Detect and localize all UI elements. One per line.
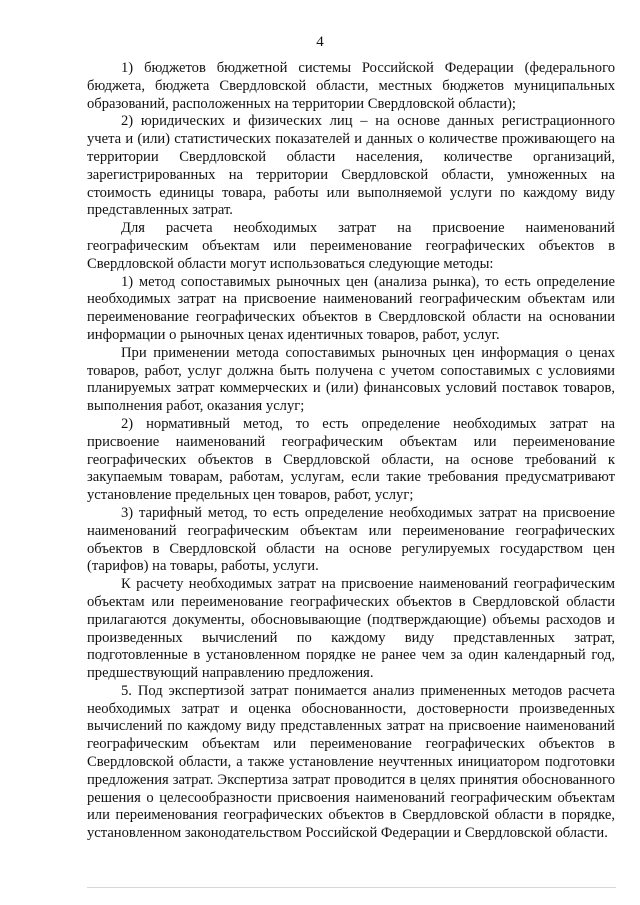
paragraph-cost-expertise: 5. Под экспертизой затрат понимается анализ примененных методов расчета необходимых затрат и оценка обоснованности, достоверности произведенных вычислений по каждому виду представленных затрат на присвоение наименований географическим объектам или переименование географических объектов в Свердловской области, а также установление неучтенных инициатором подготовки предложения затрат. Экспертиза затрат проводится в целях принятия обоснованного решения о целесообразности присвоения наименований географическим объектам или переименования географических объектов в Свердловской области в порядке, установленном законодательством Российской Федерации и Свердловской области. [87, 682, 615, 842]
paragraph-calculation-methods-intro: Для расчета необходимых затрат на присвоение наименований географическим объектам или переименование географических объектов в Свердловской области могут использоваться следующие методы: [87, 220, 615, 272]
page-number: 4 [316, 34, 324, 50]
paragraph-supporting-documents: К расчету необходимых затрат на присвоение наименований географическим объектам или переименование географических объектов в Свердловской области прилагаются документы, обосновывающие (подтверждающие) объемы расходов и произведенных вычислений по каждому виду представленных затрат, подготовленные в установленном порядке не ранее чем за один календарный год, предшествующий направлению предложения. [87, 576, 615, 682]
paragraph-legal-entities: 2) юридических и физических лиц – на основе данных регистрационного учета и (или) статистических показателей и данных о количестве проживающего на территории Свердловской области населения, количестве организаций, зарегистрированных на территории Свердловской области, умноженных на стоимость единицы товара, работы или выполняемой услуги по каждому виду представленных затрат. [87, 113, 615, 219]
bottom-divider [87, 887, 616, 888]
paragraph-market-price-method: 1) метод сопоставимых рыночных цен (анализа рынка), то есть определение необходимых затрат на присвоение наименований географическим объектам или переименование географических объектов в Свердловской области на основании информации о рыночных ценах идентичных товаров, работ, услуг. [87, 273, 615, 343]
paragraph-budget-sources: 1) бюджетов бюджетной системы Российской Федерации (федерального бюджета, бюджета Свердловской области, местных бюджетов муниципальных образований, расположенных на территории Свердловской области); [87, 60, 615, 112]
paragraph-tariff-method: 3) тарифный метод, то есть определение необходимых затрат на присвоение наименований географическим объектам или переименование географических объектов в Свердловской области на основе регулируемых государством цен (тарифов) на товары, работы, услуги. [87, 504, 615, 575]
paragraph-normative-method: 2) нормативный метод, то есть определение необходимых затрат на присвоение наименований географическим объектам или переименование географических объектов в Свердловской области, на основе требований к закупаемым товарам, работам, услугам, если такие требования предусматривают установление предельных цен товаров, работ, услуг; [87, 415, 615, 504]
paragraph-market-price-conditions: При применении метода сопоставимых рыночных цен информация о ценах товаров, работ, услуг должна быть получена с учетом сопоставимых с условиями планируемых затрат коммерческих и (или) финансовых условий поставок товаров, выполнения работ, оказания услуг; [87, 344, 615, 415]
page-body [87, 60, 615, 843]
